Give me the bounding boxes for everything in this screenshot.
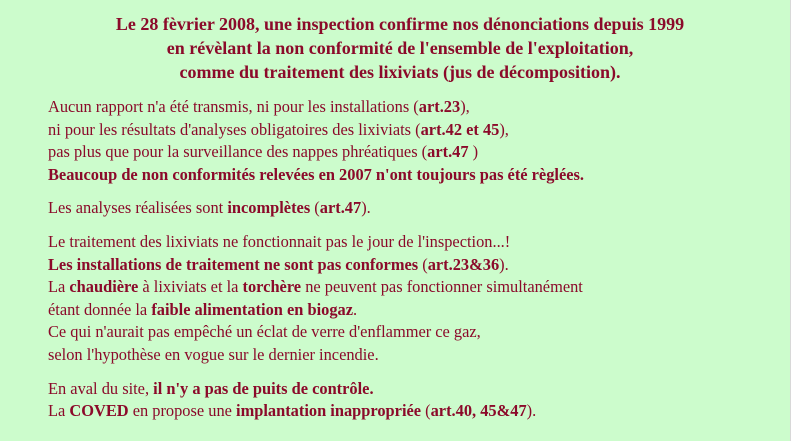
paragraph-gap	[48, 186, 788, 197]
text-run: .	[353, 299, 358, 319]
bold-text: COVED	[69, 401, 129, 421]
bold-text: art.47	[319, 198, 362, 218]
bold-text: chaudière	[69, 277, 139, 297]
document-body	[48, 96, 788, 423]
text-run: )	[468, 142, 479, 162]
text-line	[48, 299, 788, 322]
text-line	[48, 344, 788, 367]
text-run: Ce qui n'aurait pas empêché un éclat de verre d'enflammer ce gaz,	[48, 322, 481, 342]
text-line	[48, 378, 788, 401]
bold-text: art.23&36	[427, 254, 500, 274]
text-line	[48, 141, 788, 164]
bold-text: faible alimentation en biogaz	[151, 299, 354, 319]
text-run: (	[421, 401, 431, 421]
bold-text: il n'y a pas de puits de contrôle.	[153, 378, 374, 398]
heading-line: en révèlant la non conformité de l'ensemble de l'exploitation,	[166, 38, 634, 58]
text-line	[48, 276, 788, 299]
text-line	[48, 400, 788, 423]
text-line	[48, 119, 788, 142]
vertical-scrollbar[interactable]	[790, 0, 800, 441]
paragraph-gap	[48, 367, 788, 378]
bold-text: torchère	[242, 277, 302, 297]
text-run: Le traitement des lixiviats ne fonctionnait pas le jour de l'inspection...!	[48, 231, 511, 251]
text-run: ne peuvent pas fonctionner simultanément	[301, 277, 583, 297]
text-run: Aucun rapport n'a été transmis, ni pour les installations (	[48, 97, 419, 116]
bold-text: implantation inappropriée	[236, 401, 422, 421]
bold-text: art.23	[418, 97, 461, 116]
paragraph	[48, 96, 788, 186]
text-run: ni pour les résultats d'analyses obligatoires des lixiviats (	[48, 119, 421, 139]
bold-text: art.40, 45&47	[430, 401, 527, 421]
paragraph	[48, 231, 788, 367]
bold-text: incomplètes	[227, 198, 311, 218]
text-run: En aval du site,	[48, 378, 154, 398]
text-run: pas plus que pour la surveillance des nappes phréatiques (	[48, 142, 428, 162]
text-run: ).	[526, 401, 537, 421]
heading-line: Le 28 fèvrier 2008, une inspection confirme nos dénonciations depuis 1999	[115, 14, 685, 34]
bold-text: Beaucoup de non conformités relevées en 2007 n'ont toujours pas été règlées.	[48, 164, 584, 184]
text-run: Les analyses réalisées sont	[48, 198, 228, 218]
bold-text: art.42 et 45	[420, 119, 500, 139]
bold-text: art.47	[427, 142, 469, 162]
text-run: à lixiviats et la	[138, 277, 243, 297]
text-run: ).	[361, 198, 371, 218]
text-line	[48, 96, 788, 119]
bold-text: Les installations de traitement ne sont pas conformes	[48, 254, 419, 274]
text-run: en propose une	[128, 401, 237, 421]
text-line	[48, 197, 788, 220]
text-run: (	[310, 198, 320, 218]
text-line	[48, 254, 788, 277]
paragraph	[48, 197, 788, 220]
text-line	[48, 231, 788, 254]
text-run: ).	[499, 254, 509, 274]
text-run: étant donnée la	[48, 299, 152, 319]
text-run: ),	[460, 97, 470, 116]
text-run: (	[418, 254, 428, 274]
paragraph-gap	[48, 220, 788, 231]
text-run: La	[48, 401, 70, 421]
text-run: selon l'hypothèse en vogue sur le dernier incendie.	[48, 344, 379, 364]
text-line	[48, 164, 788, 187]
document-heading	[0, 12, 790, 84]
heading-line: comme du traitement des lixiviats (jus de décomposition).	[179, 62, 621, 82]
text-line	[48, 321, 788, 344]
paragraph	[48, 378, 788, 423]
text-run: La	[48, 277, 70, 297]
text-run: ),	[499, 119, 509, 139]
